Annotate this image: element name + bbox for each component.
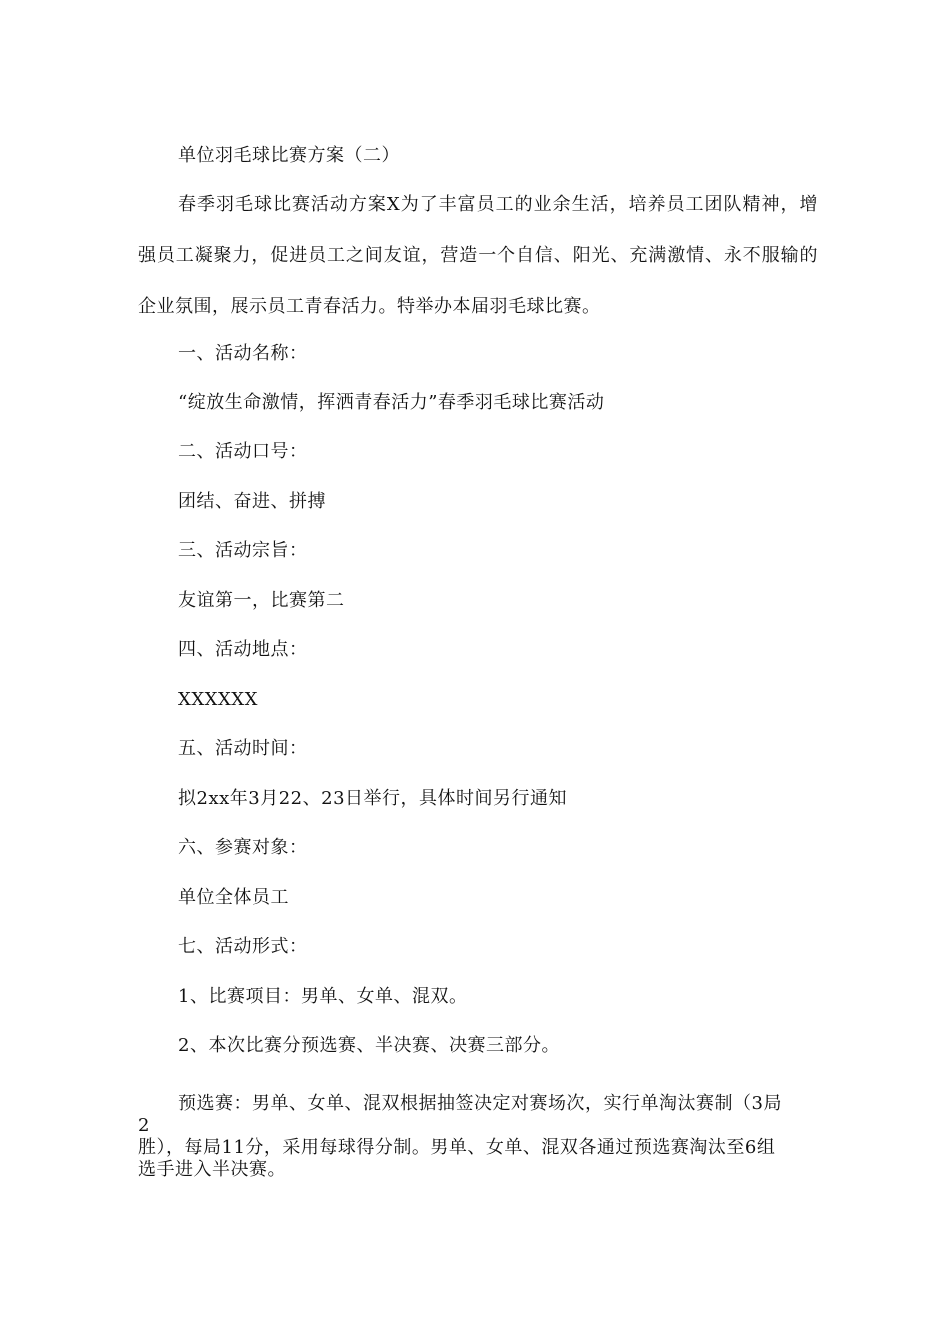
preliminary-paragraph <box>138 1093 828 1181</box>
document-title: 单位羽毛球比赛方案（二） <box>178 145 400 166</box>
section-heading-location: 四、活动地点： <box>178 639 308 660</box>
section-heading-time: 五、活动时间： <box>178 738 308 759</box>
section-content-purpose: 友谊第一，比赛第二 <box>178 590 345 611</box>
section-content-participants: 单位全体员工 <box>178 887 289 908</box>
section-content-time: 拟2xx年3月22、23日举行，具体时间另行通知 <box>178 788 568 809</box>
preliminary-line: 2 <box>138 1115 150 1136</box>
section-heading-purpose: 三、活动宗旨： <box>178 540 308 561</box>
form-item-stages: 2、本次比赛分预选赛、半决赛、决赛三部分。 <box>178 1035 560 1056</box>
section-content-name: “绽放生命激情，挥洒青春活力”春季羽毛球比赛活动 <box>178 392 605 413</box>
form-item-events: 1、比赛项目：男单、女单、混双。 <box>178 986 468 1007</box>
section-content-slogan: 团结、奋进、拼搏 <box>178 491 326 512</box>
preliminary-line: 选手进入半决赛。 <box>138 1159 286 1180</box>
section-heading-participants: 六、参赛对象： <box>178 837 308 858</box>
preliminary-line: 预选赛：男单、女单、混双根据抽签决定对赛场次，实行单淘汰赛制（3局 <box>178 1093 782 1114</box>
section-heading-format: 七、活动形式： <box>178 936 308 957</box>
section-content-location: XXXXXX <box>178 689 258 710</box>
section-heading-name: 一、活动名称： <box>178 343 308 364</box>
intro-paragraph: 春季羽毛球比赛活动方案X为了丰富员工的业余生活，培养员工团队精神，增强员工凝聚力，促进员工之间友谊，营造一个自信、阳光、充满激情、永不服输的企业氛围，展示员工青春活力。特举办本届羽毛球比赛。 <box>138 194 818 317</box>
preliminary-line: 胜），每局11分，采用每球得分制。男单、女单、混双各通过预选赛淘汰至6组 <box>138 1137 776 1158</box>
section-heading-slogan: 二、活动口号： <box>178 441 308 462</box>
